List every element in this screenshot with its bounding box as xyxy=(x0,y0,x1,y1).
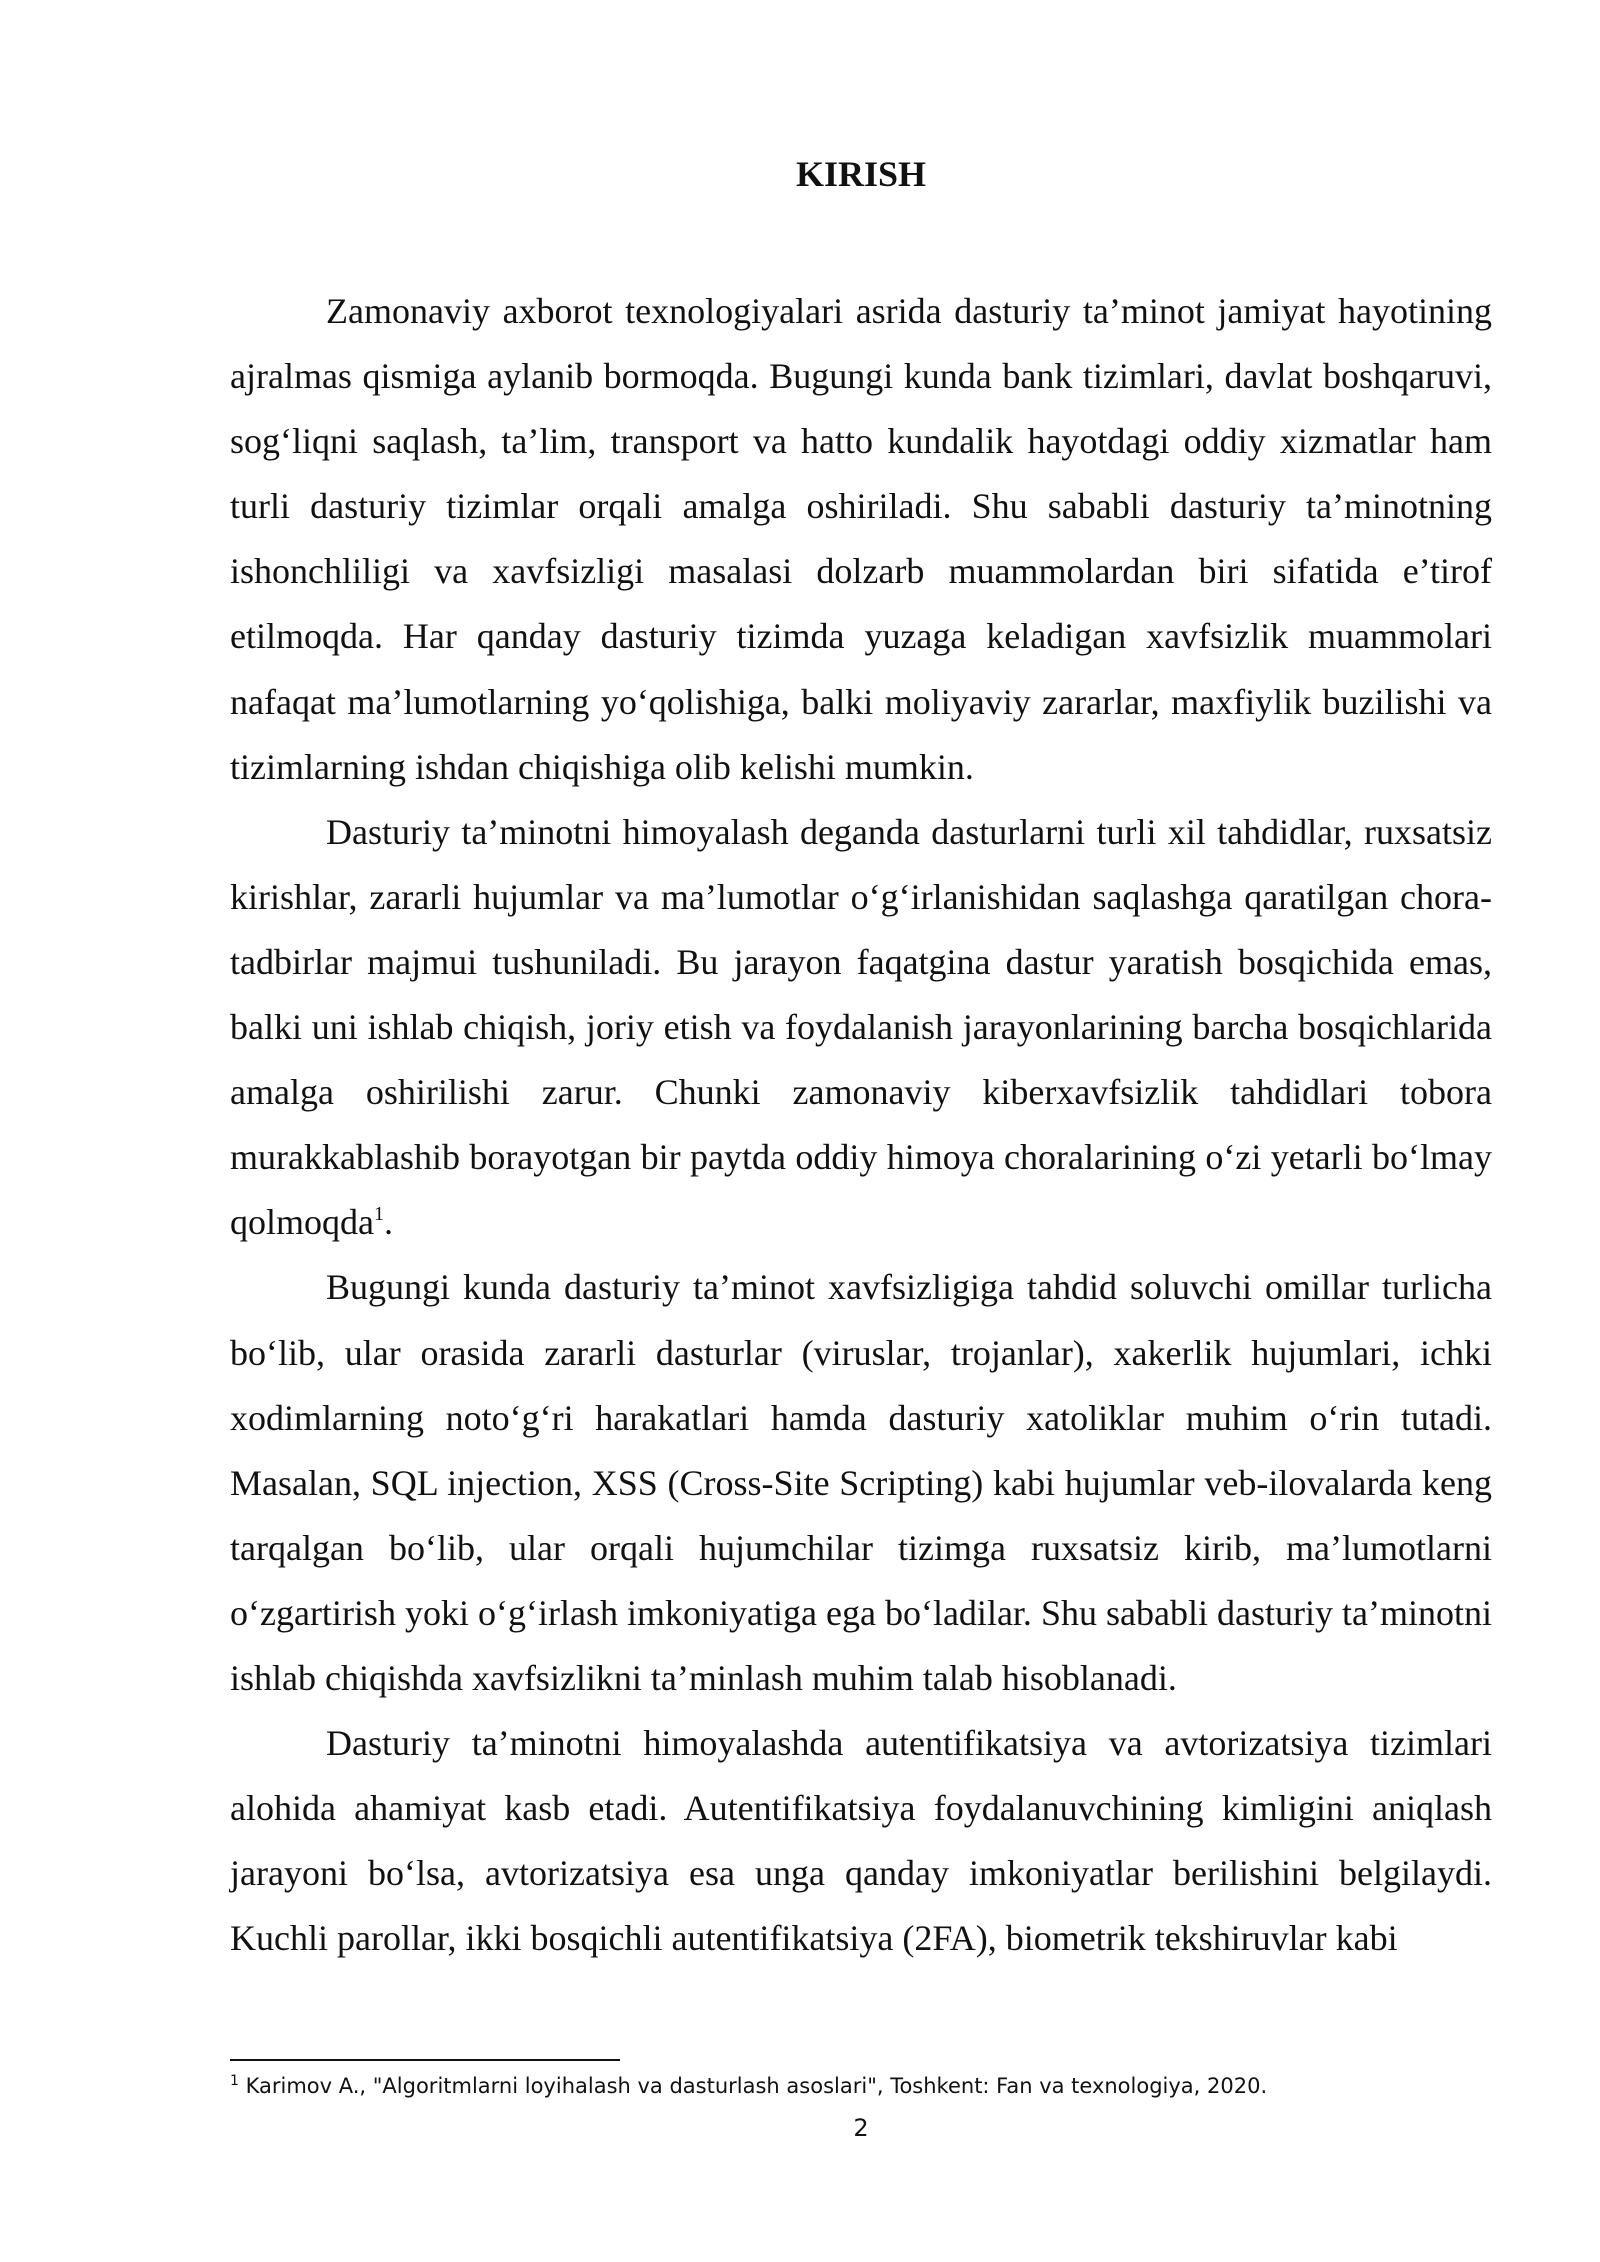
paragraph-4: Dasturiy ta’minotni himoyalashda autentifikatsiya va avtorizatsiya tizimlari alohida ahamiyat kasb etadi. Autentifikatsiya foydalanuvchining kimligini aniqlash jarayoni bo‘lsa, avtorizatsiya esa unga qanday imkoniyatlar berilishini belgilaydi. Kuchli parollar, ikki bosqichli autentifikatsiya (2FA), biometrik tekshiruvlar kabi xyxy=(230,1723,1492,1959)
paragraph-2-text: Dasturiy ta’minotni himoyalash deganda dasturlarni turli xil tahdidlar, ruxsatsiz kirishlar, zararli hujumlar va ma’lumotlar o‘g‘irlanishidan saqlashga qaratilgan chora-tadbirlar majmui tushuniladi. Bu jarayon faqatgina dastur yaratish bosqichida emas, balki uni ishlab chiqish, joriy etish va foydalanish jarayonlarining barcha bosqichlarida amalga oshirilishi zarur. Chunki zamonaviy kiberxavfsizlik tahdidlari tobora murakkablashib borayotgan bir paytda oddiy himoya choralarining o‘zi yetarli bo‘lmay qolmoqda xyxy=(230,811,1492,1243)
body-text xyxy=(230,279,1492,1971)
paragraph-3: Bugungi kunda dasturiy ta’minot xavfsizligiga tahdid soluvchi omillar turlicha bo‘lib, ular orasida zararli dasturlar (viruslar, trojanlar), xakerlik hujumlari, ichki xodimlarning noto‘g‘ri harakatlari hamda dasturiy xatoliklar muhim o‘rin tutadi. Masalan, SQL injection, XSS (Cross-Site Scripting) kabi hujumlar veb-ilovalarda keng tarqalgan bo‘lib, ular orqali hujumchilar tizimga ruxsatsiz kirib, ma’lumotlarni o‘zgartirish yoki o‘g‘irlash imkoniyatiga ega bo‘ladilar. Shu sababli dasturiy ta’minotni ishlab chiqishda xavfsizlikni ta’minlash muhim talab hisoblanadi. xyxy=(230,1267,1492,1698)
footnote-reference[interactable]: 1 xyxy=(373,1203,384,1226)
paragraph-1: Zamonaviy axborot texnologiyalari asrida dasturiy ta’minot jamiyat hayotining ajralmas qismiga aylanib bormoqda. Bugungi kunda bank tizimlari, davlat boshqaruvi, sog‘liqni saqlash, ta’lim, transport va hatto kundalik hayotdagi oddiy xizmatlar ham turli dasturiy tizimlar orqali amalga oshiriladi. Shu sababli dasturiy ta’minotning ishonchliligi va xavfsizligi masalasi dolzarb muammolardan biri sifatida e’tirof etilmoqda. Har qanday dasturiy tizimda yuzaga keladigan xavfsizlik muammolari nafaqat ma’lumotlarning yo‘qolishiga, balki moliyaviy zararlar, maxfiylik buzilishi va tizimlarning ishdan chiqishiga olib kelishi mumkin. xyxy=(230,291,1492,787)
footnote-divider xyxy=(230,2059,620,2061)
page-number: 2 xyxy=(853,2114,869,2142)
paragraph-2 xyxy=(230,800,1492,1256)
footnote xyxy=(230,2071,1492,2101)
page-title: KIRISH xyxy=(795,154,927,194)
footnote-text: Karimov A., "Algoritmlarni loyihalash va dasturlash asoslari", Toshkent: Fan va texnologiya, 2020. xyxy=(238,2074,1268,2098)
footnote-marker: 1 xyxy=(230,2073,239,2089)
paragraph-2-period: . xyxy=(383,1202,393,1243)
